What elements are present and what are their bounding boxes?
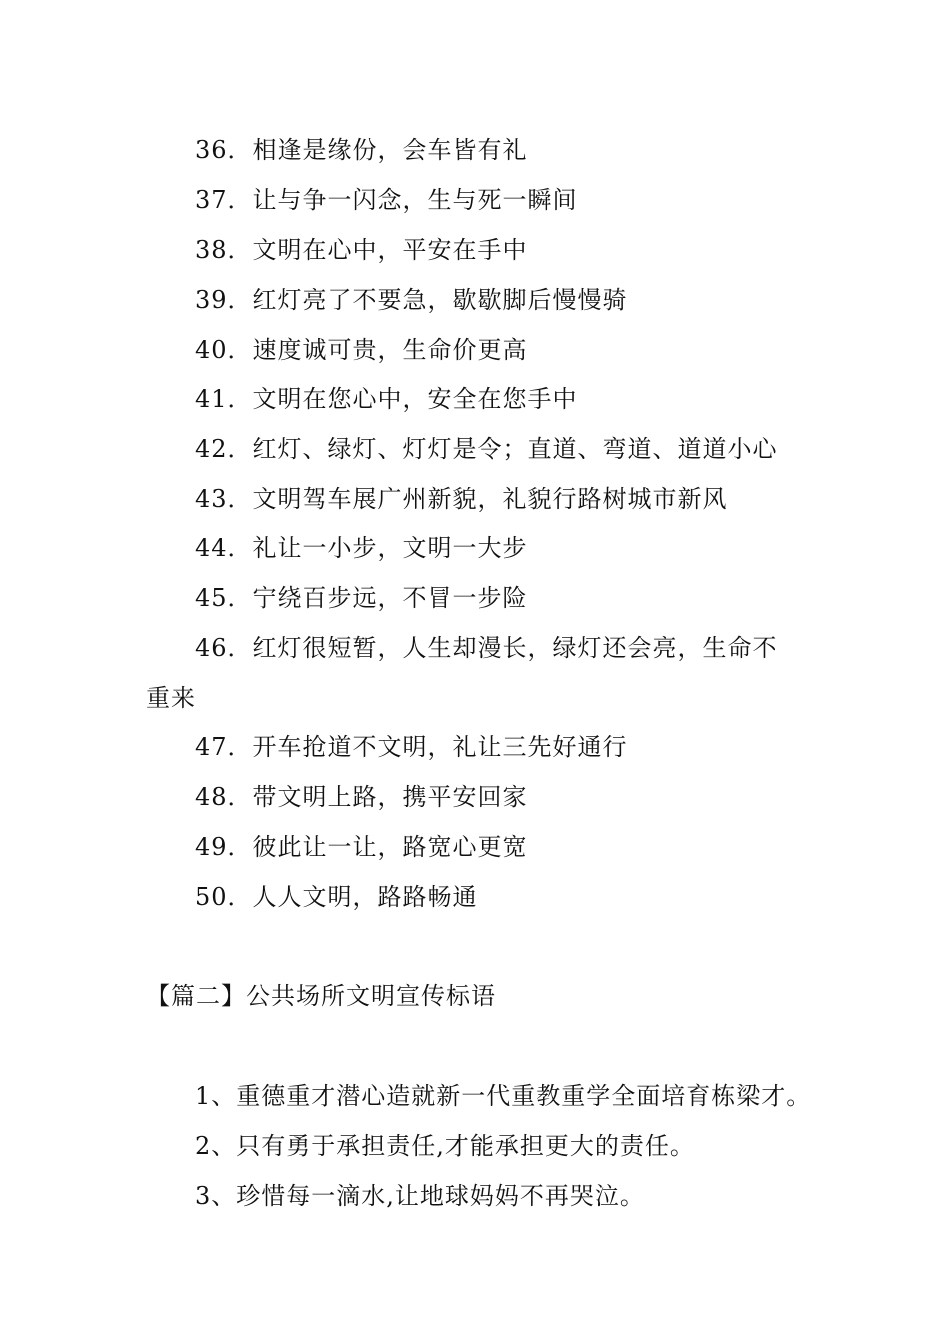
slogan-number: 1、 <box>195 1082 237 1110</box>
slogan-line <box>195 583 528 613</box>
slogan-text: 重来 <box>146 684 196 712</box>
slogan-text: 相逢是缘份，会车皆有礼 <box>252 136 528 164</box>
slogan-line <box>195 285 628 315</box>
slogan-text: 速度诚可贵，生命价更高 <box>252 336 528 364</box>
slogan-line <box>195 434 778 464</box>
slogan-line <box>195 1181 645 1211</box>
slogan-number: 48． <box>195 783 253 811</box>
slogan-text: 宁绕百步远，不冒一步险 <box>252 584 528 612</box>
slogan-text: 开车抢道不文明，礼让三先好通行 <box>252 733 628 761</box>
slogan-text: 文明在心中，平安在手中 <box>252 236 528 264</box>
slogan-line <box>195 732 628 762</box>
slogan-number: 38． <box>195 236 253 264</box>
slogan-text: 人人文明，路路畅通 <box>252 883 478 911</box>
slogan-line <box>195 1131 695 1161</box>
slogan-number: 43． <box>195 485 253 513</box>
slogan-continuation <box>146 683 196 713</box>
slogan-text: 彼此让一让，路宽心更宽 <box>252 833 528 861</box>
slogan-number: 42． <box>195 435 253 463</box>
slogan-number: 47． <box>195 733 253 761</box>
slogan-line <box>195 882 478 912</box>
slogan-text: 红灯、绿灯、灯灯是令；直道、弯道、道道小心 <box>252 435 778 463</box>
slogan-line <box>195 185 578 215</box>
slogan-number: 50． <box>195 883 253 911</box>
slogan-line <box>195 235 528 265</box>
slogan-number: 41． <box>195 385 253 413</box>
slogan-text: 红灯很短暂，人生却漫长，绿灯还会亮，生命不 <box>252 634 778 662</box>
slogan-number: 39． <box>195 286 253 314</box>
slogan-number: 3、 <box>195 1182 237 1210</box>
slogan-text: 红灯亮了不要急，歇歇脚后慢慢骑 <box>252 286 628 314</box>
slogan-number: 45． <box>195 584 253 612</box>
slogan-number: 40． <box>195 336 253 364</box>
slogan-text: 珍惜每一滴水,让地球妈妈不再哭泣。 <box>236 1182 645 1210</box>
slogan-number: 36． <box>195 136 253 164</box>
slogan-line <box>195 135 528 165</box>
slogan-text: 让与争一闪念，生与死一瞬间 <box>252 186 578 214</box>
slogan-text: 文明驾车展广州新貌，礼貌行路树城市新风 <box>252 485 728 513</box>
slogan-line <box>195 782 528 812</box>
slogan-number: 49． <box>195 833 253 861</box>
slogan-line <box>195 484 728 514</box>
slogan-line <box>195 832 528 862</box>
slogan-text: 重德重才潜心造就新一代重教重学全面培育栋梁才。 <box>236 1082 812 1110</box>
slogan-line <box>195 533 528 563</box>
slogan-line <box>195 335 528 365</box>
section-heading: 【篇二】公共场所文明宣传标语 <box>146 982 496 1010</box>
slogan-text: 文明在您心中，安全在您手中 <box>252 385 578 413</box>
slogan-number: 46． <box>195 634 253 662</box>
slogan-line <box>195 384 578 414</box>
slogan-text: 带文明上路，携平安回家 <box>252 783 528 811</box>
slogan-text: 礼让一小步，文明一大步 <box>252 534 528 562</box>
slogan-number: 2、 <box>195 1132 237 1160</box>
slogan-line <box>195 633 778 663</box>
slogan-line <box>195 1081 811 1111</box>
slogan-number: 44． <box>195 534 253 562</box>
slogan-number: 37． <box>195 186 253 214</box>
slogan-text: 只有勇于承担责任,才能承担更大的责任。 <box>236 1132 695 1160</box>
